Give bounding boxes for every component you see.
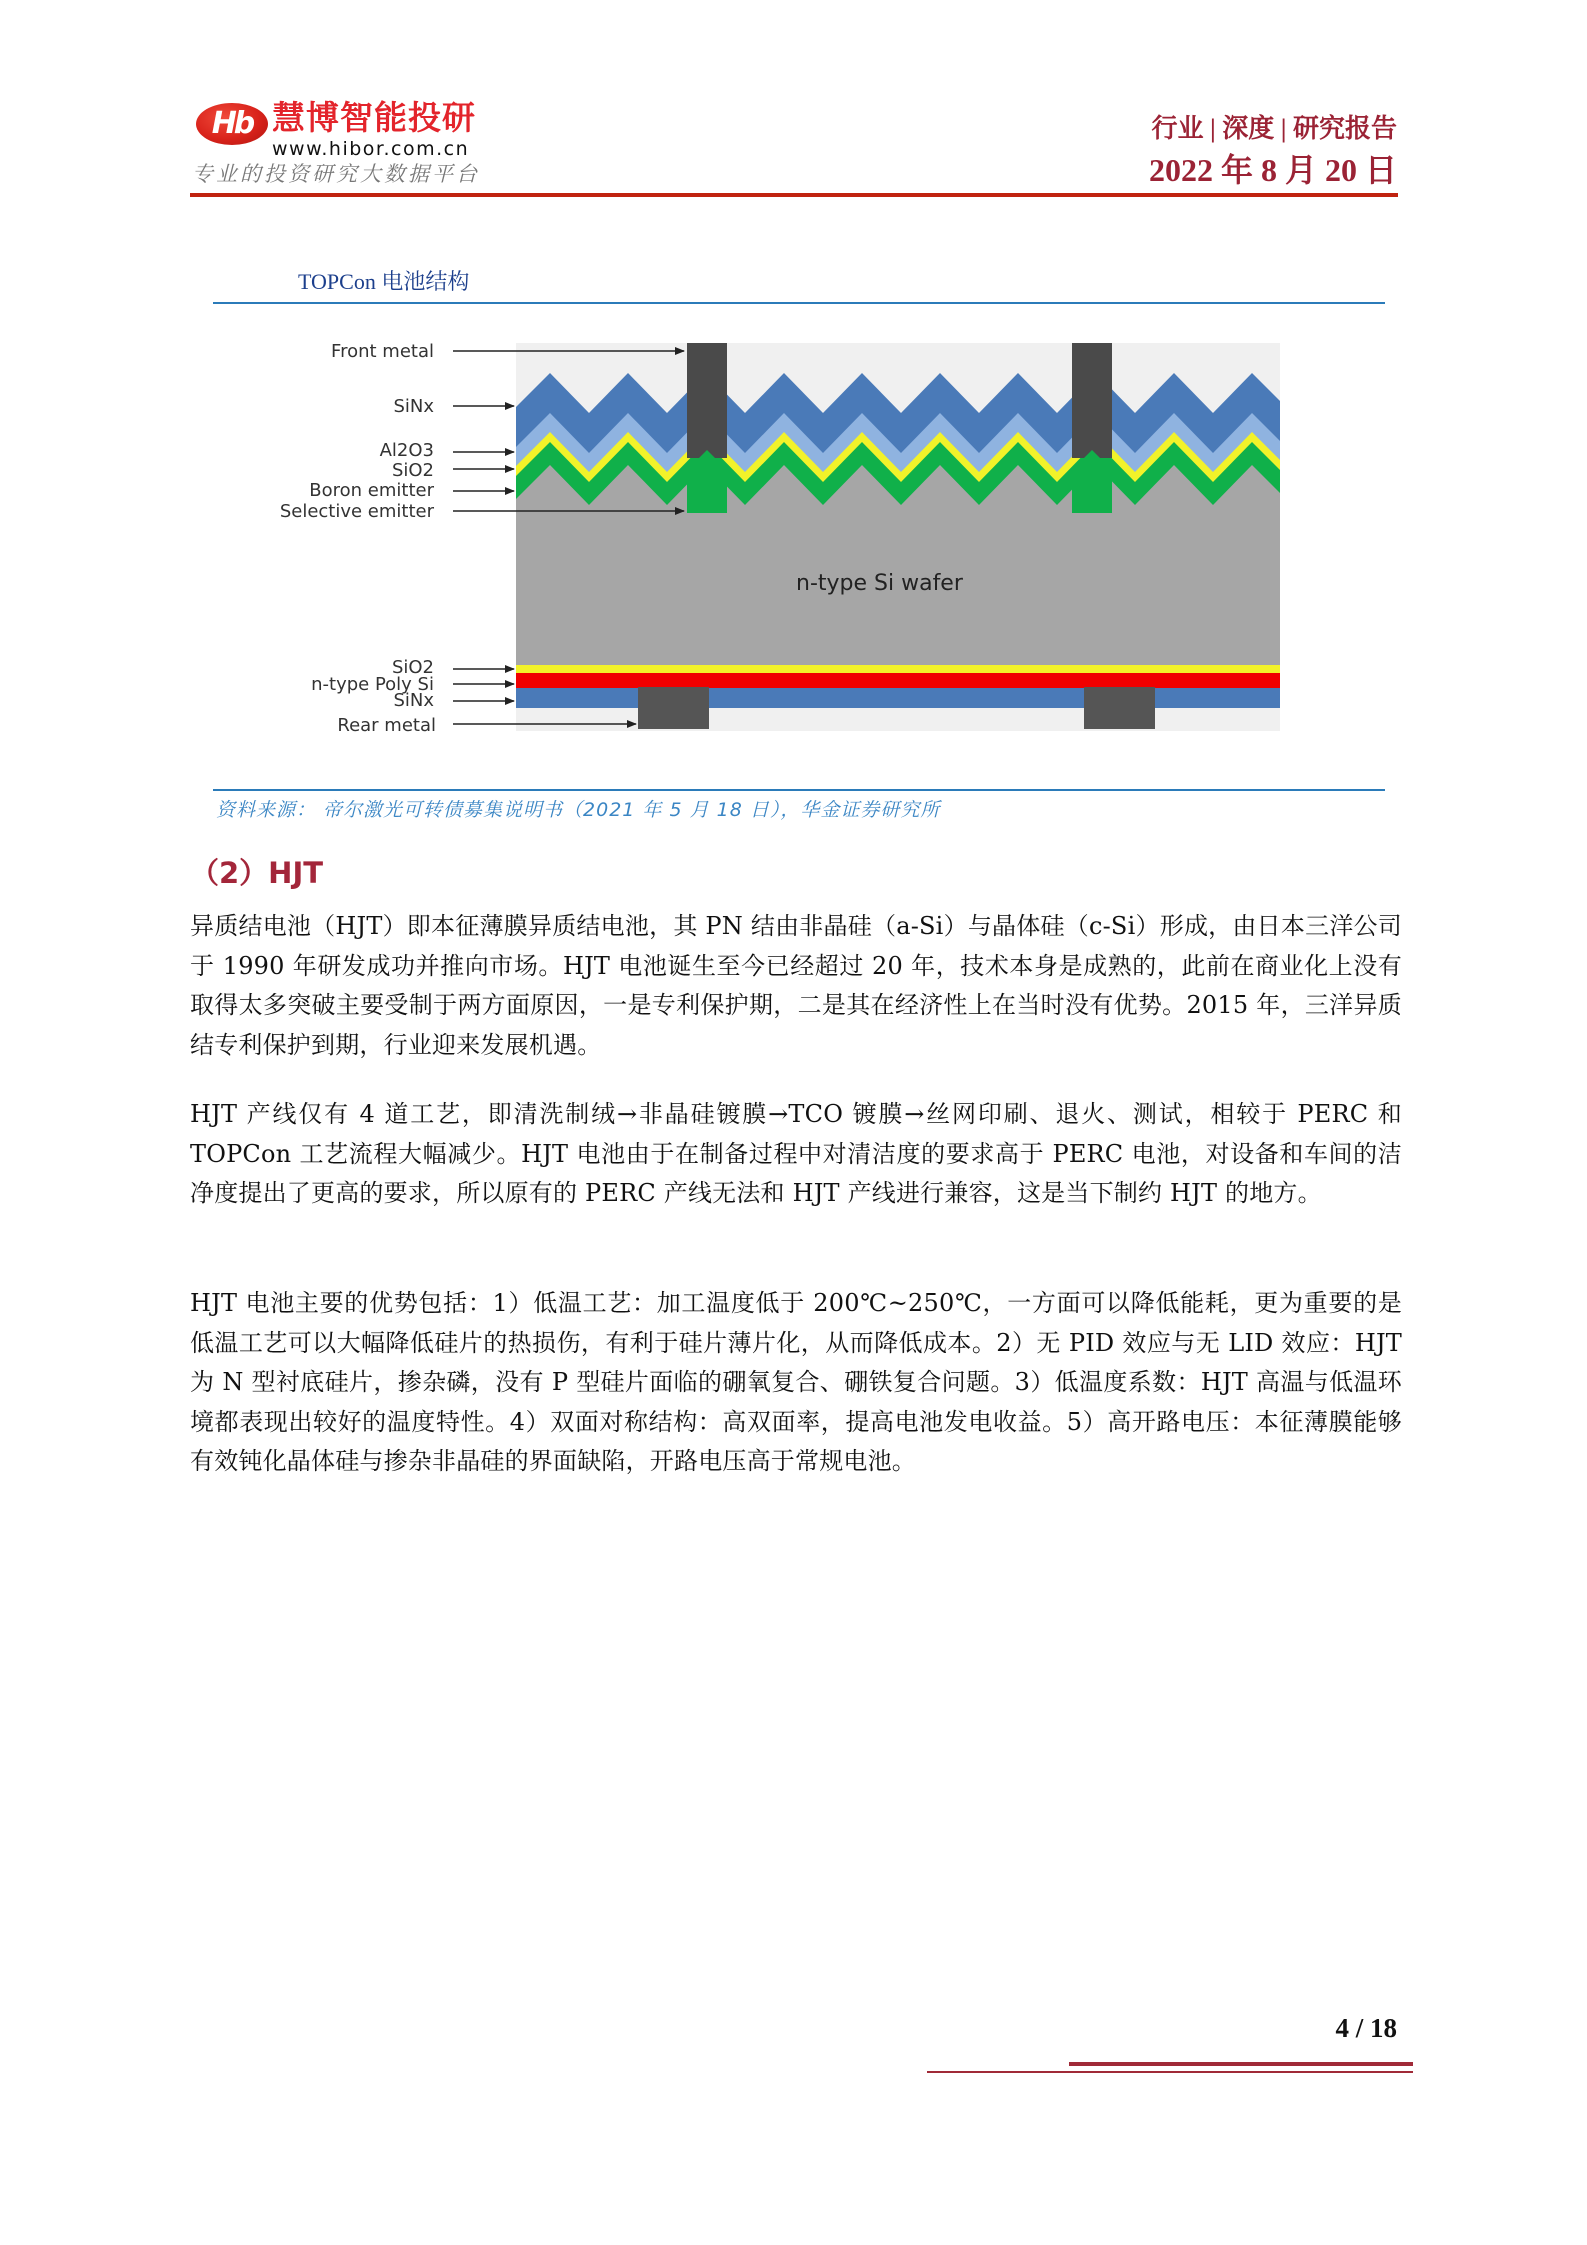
figure-bottom-rule — [213, 789, 1385, 791]
label-wafer: n-type Si wafer — [796, 571, 963, 596]
hibor-logo-icon: Hb — [196, 103, 268, 145]
brand-url: www.hibor.com.cn — [272, 138, 470, 160]
paragraph-process: HJT 产线仅有 4 道工艺，即清洗制绒→非晶硅镀膜→TCO 镀膜→丝网印刷、退火、测试，相较于 PERC 和 TOPCon 工艺流程大幅减少。HJT 电池由于在制备过程中对清洁度的要求高于 PERC 电池，对设备和车间的洁净度提出了更高的要求，所以原有的 PERC 产线无法和 HJT 产线进行兼容，这是当下制约 HJT 的地方。 — [190, 1100, 1402, 1207]
paragraph-intro: 异质结电池（HJT）即本征薄膜异质结电池，其 PN 结由非晶硅（a-Si）与晶体硅（c-Si）形成，由日本三洋公司于 1990 年研发成功并推向市场。HJT 电池诞生至今已经超过 20 年，技术本身是成熟的，此前在商业化上没有取得太多突破主要受制于两方面原因，一是专利保护期，二是其在经济性上在当时没有优势。2015 年，三洋异质结专利保护到期，行业迎来发展机遇。 — [190, 912, 1402, 1059]
label-sio2-rear: SiO2 — [391, 657, 434, 678]
brand-slogan: 专业的投资研究大数据平台 — [192, 162, 480, 186]
label-front-metal: Front metal — [331, 341, 434, 362]
label-rear-metal: Rear metal — [337, 715, 436, 736]
figure-source: 资料来源： 帝尔激光可转债募集说明书（2021 年 5 月 18 日），华金证券研究所 — [216, 799, 941, 821]
front-metal-finger — [1072, 343, 1112, 458]
footer-bar — [1069, 2062, 1413, 2066]
section-heading: （2）HJT — [190, 856, 324, 890]
label-al2o3: Al2O3 — [379, 440, 434, 461]
sio2-rear-layer — [516, 665, 1280, 673]
page-number: 4 / 18 — [1335, 2013, 1397, 2043]
front-metal-finger — [687, 343, 727, 458]
report-type: 行业 | 深度 | 研究报告 — [1151, 114, 1397, 143]
figure-title: TOPCon 电池结构 — [298, 269, 470, 294]
label-boron-emitter: Boron emitter — [309, 480, 434, 501]
label-sinx-rear: SiNx — [393, 690, 434, 711]
topcon-structure-diagram — [0, 0, 1587, 800]
label-selective-emitter: Selective emitter — [279, 501, 434, 522]
sinx-rear-layer — [516, 688, 1280, 708]
brand-name: 慧博智能投研 — [272, 98, 476, 137]
rear-metal-contact — [638, 687, 709, 729]
label-sio2-front: SiO2 — [391, 460, 434, 481]
poly-si-layer — [516, 673, 1280, 688]
rear-metal-contact — [1084, 687, 1155, 729]
report-date: 2022 年 8 月 20 日 — [1148, 152, 1397, 188]
label-sinx-front: SiNx — [393, 396, 434, 417]
label-poly-si: n-type Poly Si — [311, 674, 434, 695]
footer-rule — [927, 2071, 1413, 2073]
paragraph-advantages: HJT 电池主要的优势包括：1）低温工艺：加工温度低于 200℃~250℃，一方面可以降低能耗，更为重要的是低温工艺可以大幅降低硅片的热损伤，有利于硅片薄片化，从而降低成本。2）无 PID 效应与无 LID 效应：HJT 为 N 型衬底硅片，掺杂磷，没有 P 型硅片面临的硼氧复合、硼铁复合问题。3）低温度系数：HJT 高温与低温环境都表现出较好的温度特性。4）双面对称结构：高双面率，提高电池发电收益。5）高开路电压：本征薄膜能够有效钝化晶体硅与掺杂非晶硅的界面缺陷，开路电压高于常规电池。 — [190, 1289, 1402, 1475]
